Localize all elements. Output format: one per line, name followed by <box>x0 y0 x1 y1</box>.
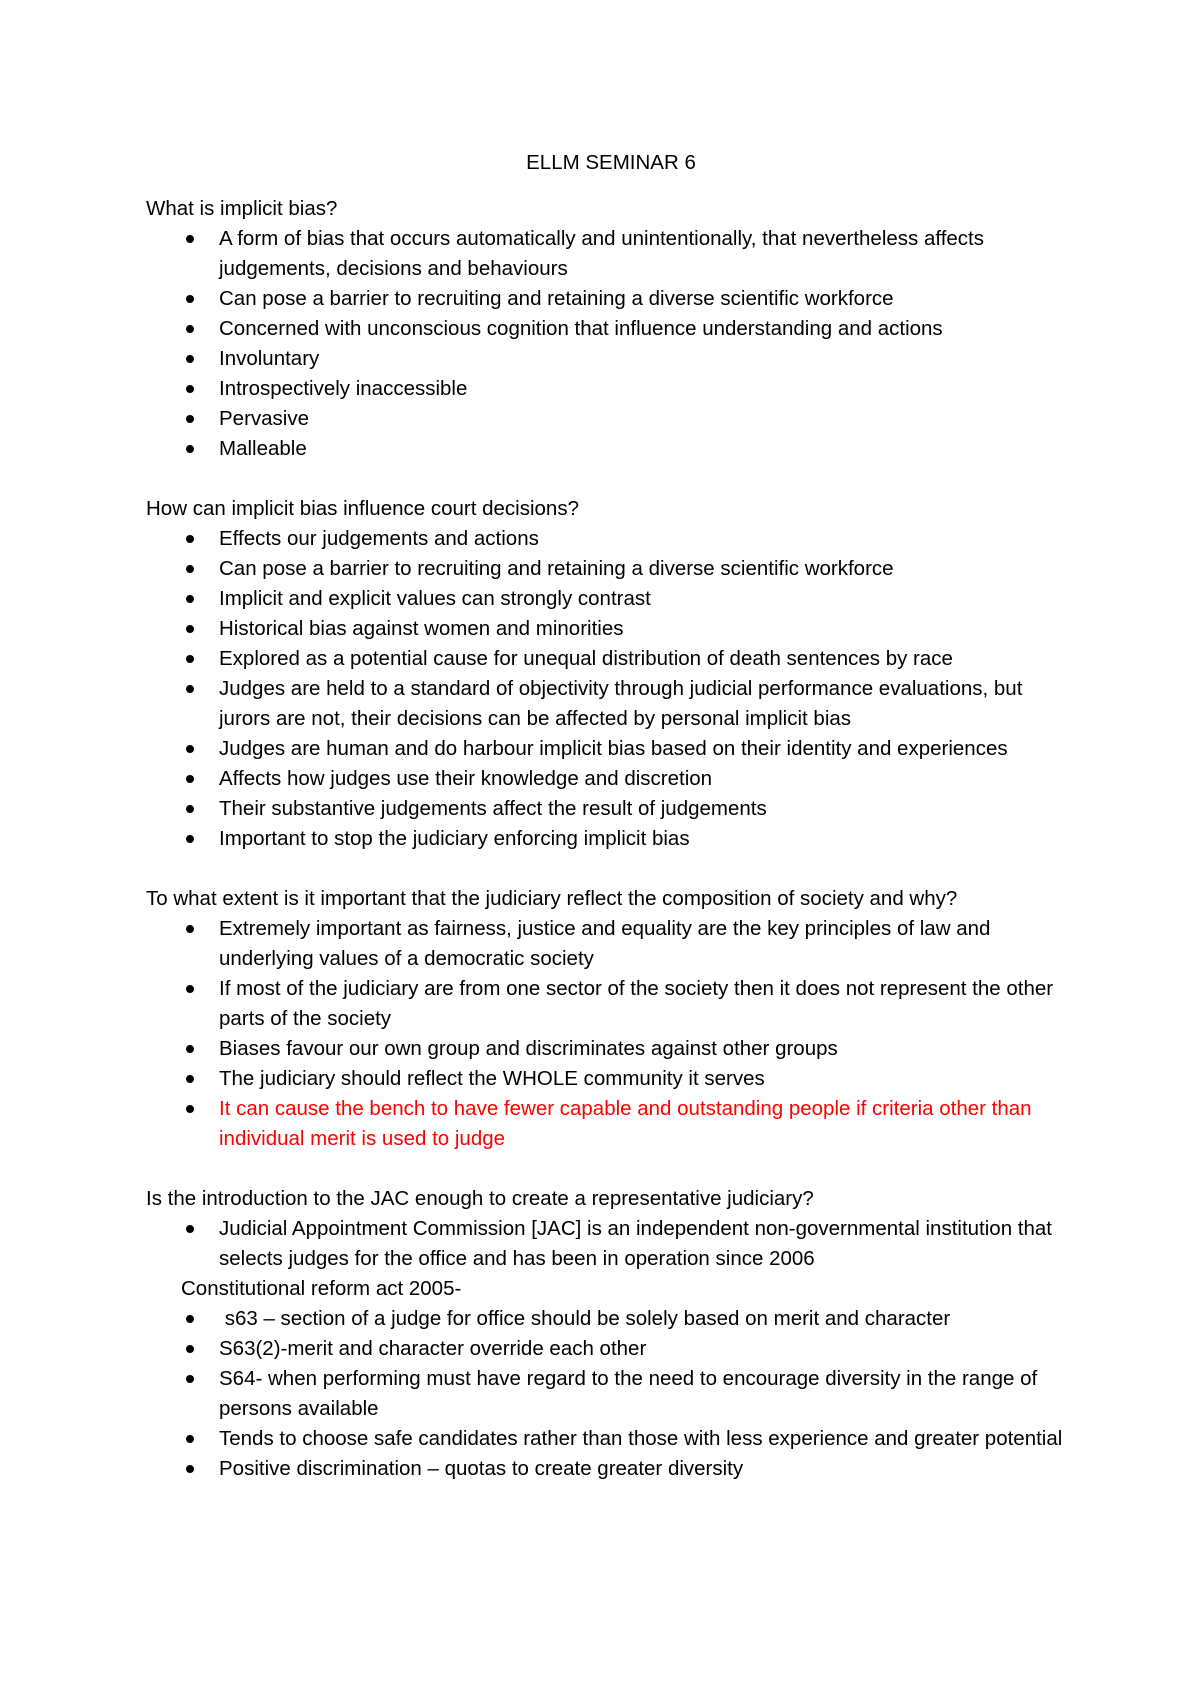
sub-bullet-list <box>146 1304 1076 1484</box>
bullet-icon <box>186 985 194 993</box>
bullet-icon <box>186 565 194 573</box>
document-body <box>146 148 1076 1484</box>
bullet-icon <box>186 835 194 843</box>
document-title: ELLM SEMINAR 6 <box>526 151 696 174</box>
bullet-icon <box>186 625 194 633</box>
bullet-icon <box>186 295 194 303</box>
bullet-icon <box>186 805 194 813</box>
bullet-item: Concerned with unconscious cognition that influence understanding and actions <box>146 314 1076 344</box>
bullet-item: Implicit and explicit values can strongly contrast <box>146 584 1076 614</box>
bullet-item: Affects how judges use their knowledge and discretion <box>146 764 1076 794</box>
bullet-icon <box>186 1315 194 1323</box>
bullet-icon <box>186 685 194 693</box>
bullet-icon <box>186 1075 194 1083</box>
section-question: Is the introduction to the JAC enough to create a representative judiciary? <box>146 1187 814 1210</box>
bullet-item: s63 – section of a judge for office should be solely based on merit and character <box>146 1304 1076 1334</box>
bullet-item: Effects our judgements and actions <box>146 524 1076 554</box>
bullet-item: Judicial Appointment Commission [JAC] is an independent non-governmental institution that selects judges for the office and has been in operation since 2006 <box>146 1214 1076 1274</box>
bullet-list <box>146 224 1076 464</box>
bullet-item: If most of the judiciary are from one sector of the society then it does not represent the other parts of the society <box>146 974 1076 1034</box>
bullet-icon <box>186 1435 194 1443</box>
bullet-item: Pervasive <box>146 404 1076 434</box>
section-question: What is implicit bias? <box>146 197 338 220</box>
section-spacer <box>146 464 1076 494</box>
bullet-item: Their substantive judgements affect the result of judgements <box>146 794 1076 824</box>
bullet-item: Introspectively inaccessible <box>146 374 1076 404</box>
bullet-icon <box>186 655 194 663</box>
bullet-item: Judges are held to a standard of objectivity through judicial performance evaluations, but jurors are not, their decisions can be affected by personal implicit bias <box>146 674 1076 734</box>
bullet-item: The judiciary should reflect the WHOLE community it serves <box>146 1064 1076 1094</box>
bullet-icon <box>186 1345 194 1353</box>
bullet-list <box>146 914 1076 1154</box>
bullet-item: Can pose a barrier to recruiting and retaining a diverse scientific workforce <box>146 554 1076 584</box>
bullet-list <box>146 524 1076 854</box>
section-spacer <box>146 854 1076 884</box>
bullet-item: A form of bias that occurs automatically and unintentionally, that nevertheless affects judgements, decisions and behaviours <box>146 224 1076 284</box>
bullet-icon <box>186 925 194 933</box>
bullet-item: Explored as a potential cause for unequal distribution of death sentences by race <box>146 644 1076 674</box>
bullet-item: Malleable <box>146 434 1076 464</box>
section-question: How can implicit bias influence court decisions? <box>146 497 579 520</box>
bullet-icon <box>186 355 194 363</box>
bullet-item: S63(2)-merit and character override each other <box>146 1334 1076 1364</box>
bullet-icon <box>186 1105 194 1113</box>
bullet-item: Extremely important as fairness, justice and equality are the key principles of law and underlying values of a democratic society <box>146 914 1076 974</box>
bullet-icon <box>186 445 194 453</box>
bullet-icon <box>186 535 194 543</box>
highlighted-bullet-item: It can cause the bench to have fewer capable and outstanding people if criteria other than individual merit is used to judge <box>146 1094 1076 1154</box>
bullet-icon <box>186 1375 194 1383</box>
bullet-icon <box>186 325 194 333</box>
bullet-icon <box>186 235 194 243</box>
section-spacer <box>146 1154 1076 1184</box>
bullet-item: Historical bias against women and minorities <box>146 614 1076 644</box>
section-question: To what extent is it important that the judiciary reflect the composition of society and why? <box>146 887 958 910</box>
bullet-icon <box>186 1465 194 1473</box>
bullet-icon <box>186 415 194 423</box>
bullet-item: Important to stop the judiciary enforcing implicit bias <box>146 824 1076 854</box>
subheading: Constitutional reform act 2005- <box>181 1277 462 1300</box>
bullet-item: Can pose a barrier to recruiting and retaining a diverse scientific workforce <box>146 284 1076 314</box>
bullet-item: Positive discrimination – quotas to create greater diversity <box>146 1454 1076 1484</box>
bullet-item: S64- when performing must have regard to the need to encourage diversity in the range of persons available <box>146 1364 1076 1424</box>
bullet-item: Tends to choose safe candidates rather than those with less experience and greater potential <box>146 1424 1076 1454</box>
bullet-item: Biases favour our own group and discriminates against other groups <box>146 1034 1076 1064</box>
bullet-icon <box>186 745 194 753</box>
bullet-icon <box>186 1045 194 1053</box>
bullet-icon <box>186 775 194 783</box>
bullet-icon <box>186 385 194 393</box>
bullet-list <box>146 1214 1076 1274</box>
bullet-icon <box>186 1225 194 1233</box>
bullet-item: Judges are human and do harbour implicit bias based on their identity and experiences <box>146 734 1076 764</box>
bullet-item: Involuntary <box>146 344 1076 374</box>
bullet-icon <box>186 595 194 603</box>
